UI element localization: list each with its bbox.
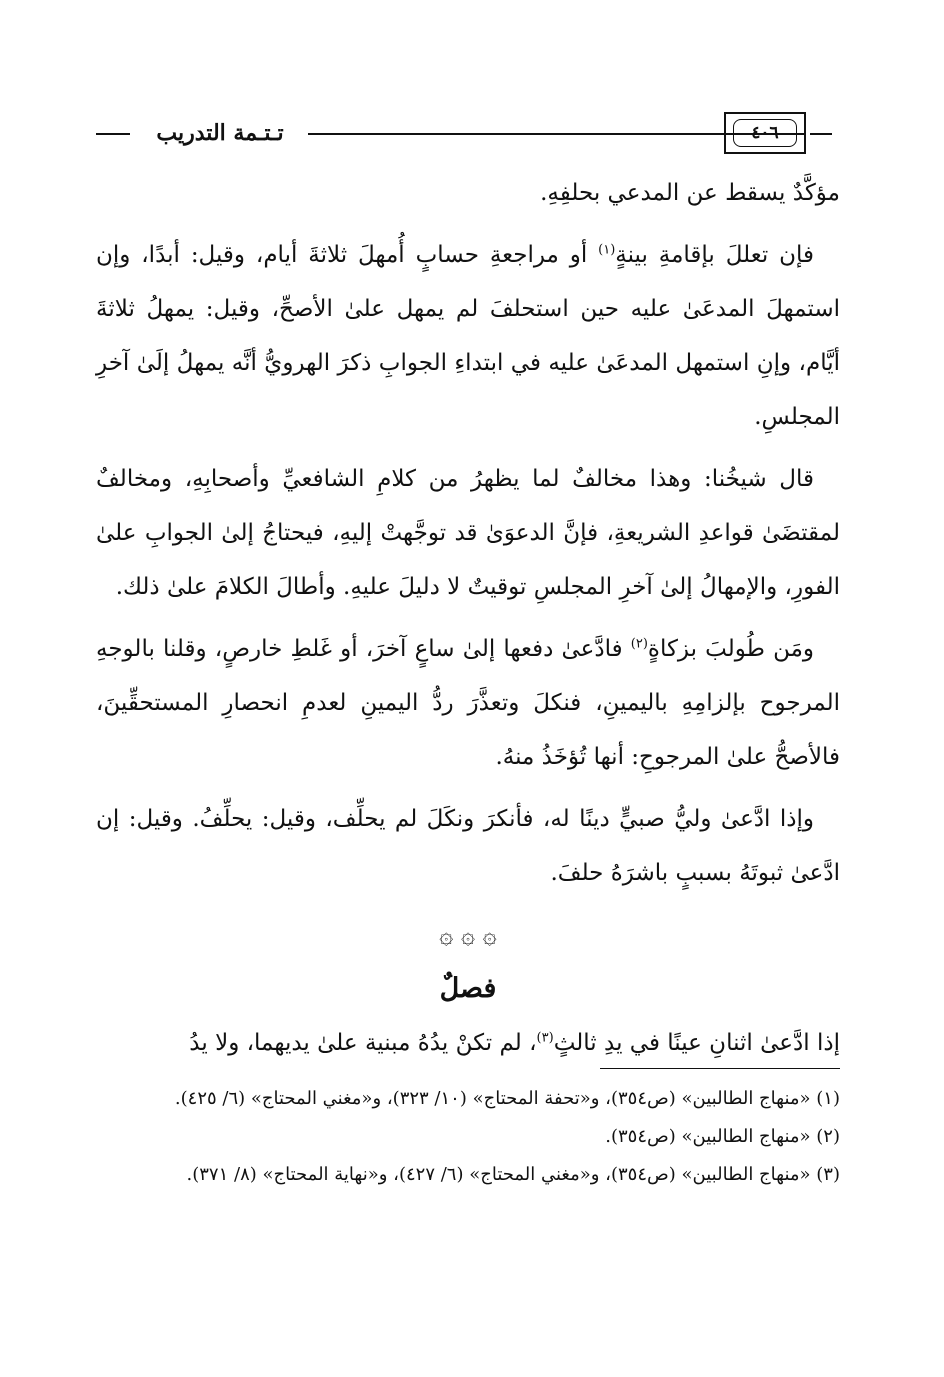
running-title: تـتـمة التدريب: [156, 120, 284, 146]
footnote-ref-3[interactable]: (٣): [536, 1030, 554, 1046]
footnotes: [96, 1080, 840, 1194]
main-text: [96, 166, 840, 1078]
footnote-1: (١) «منهاج الطالبين» (ص٣٥٤)، و«تحفة المحتاج» (١٠/ ٣٢٣)، و«مغني المحتاج» (٦/ ٤٢٥).: [174, 1088, 840, 1109]
section-ornaments: ۞ ۞ ۞: [439, 921, 497, 949]
paragraph-2-start: فإن تعللَ بإقامةِ بينةٍ: [615, 242, 814, 268]
footnote-separator: [600, 1068, 840, 1069]
header-rule-middle: [308, 133, 806, 135]
footnote-ref-1[interactable]: (١): [598, 242, 616, 258]
page-number: ٤٠٦: [733, 119, 797, 147]
footnote-3: (٣) «منهاج الطالبين» (ص٣٥٤)، و«مغني المحتاج» (٦/ ٤٢٧)، و«نهاية المحتاج» (٨/ ٣٧١).: [186, 1164, 840, 1185]
section-heading: فصلٌ: [439, 973, 497, 1004]
paragraph-6: [96, 1016, 840, 1070]
paragraph-4-rest: فادَّعىٰ دفعها إلىٰ ساعٍ آخرَ، أو غَلطِ خارصٍ، وقلنا بالوجهِ المرجوح بإلزامِهِ باليمينِ، فنكلَ وتعذَّرَ ردُّ اليمينِ لعدمِ انحصارِ المستحقِّينَ، فالأصحُّ علىٰ المرجوحِ: أنها تُؤخَذُ منهُ.: [96, 636, 840, 770]
footnote-ref-2[interactable]: (٢): [630, 636, 648, 652]
paragraph-5: وإذا ادَّعىٰ وليُّ صبيٍّ دينًا له، فأنكرَ ونكَلَ لم يحلِّف، وقيل: يحلِّفُ. وقيل: إن ادَّعىٰ ثبوتَهُ بسببٍ باشرَهُ حلفَ.: [96, 806, 840, 886]
paragraph-6-start: إذا ادَّعىٰ اثنانِ عينًا في يدِ ثالثٍ: [553, 1030, 840, 1056]
paragraph-2-rest: أو مراجعةِ حسابٍ أُمهلَ ثلاثةَ أيام، وقيل: أبدًا، وإن استمهلَ المدعَىٰ عليه حين استحلفَ لم يمهل علىٰ الأصحِّ، وقيل: يمهلُ ثلاثةَ أيَّام، وإنِ استمهل المدعَىٰ عليه في ابتداءِ الجوابِ ذكرَ الهرويُّ أنَّه يمهلُ إلَىٰ آخرِ المجلسِ.: [96, 242, 840, 430]
header-rule-right: [810, 133, 832, 135]
paragraph-6-rest: ، لم تكنْ يدُهُ مبنية علىٰ يديهما، ولا يدُ: [189, 1030, 537, 1056]
paragraph-3: قال شيخُنا: وهذا مخالفٌ لما يظهرُ من كلامِ الشافعيِّ وأصحابِهِ، ومخالفٌ لمقتضَىٰ قواعدِ الشريعةِ، فإنَّ الدعوَىٰ قد توجَّهتْ إليهِ، فيحتاجُ إلىٰ الجوابِ علىٰ الفورِ، والإمهالُ إلىٰ آخرِ المجلسِ توقيتٌ لا دليلَ عليهِ. وأطالَ الكلامَ علىٰ ذلك.: [96, 466, 840, 600]
paragraph-2: [96, 228, 840, 444]
paragraph-1: مؤكَّدٌ يسقط عن المدعي بحلفِهِ.: [540, 180, 840, 206]
paragraph-4-start: ومَن طُولبَ بزكاةٍ: [647, 636, 815, 662]
header-rule-left: [96, 133, 130, 135]
footnote-2: (٢) «منهاج الطالبين» (ص٣٥٤).: [605, 1126, 840, 1147]
page-header: [96, 112, 840, 156]
paragraph-4: [96, 622, 840, 784]
